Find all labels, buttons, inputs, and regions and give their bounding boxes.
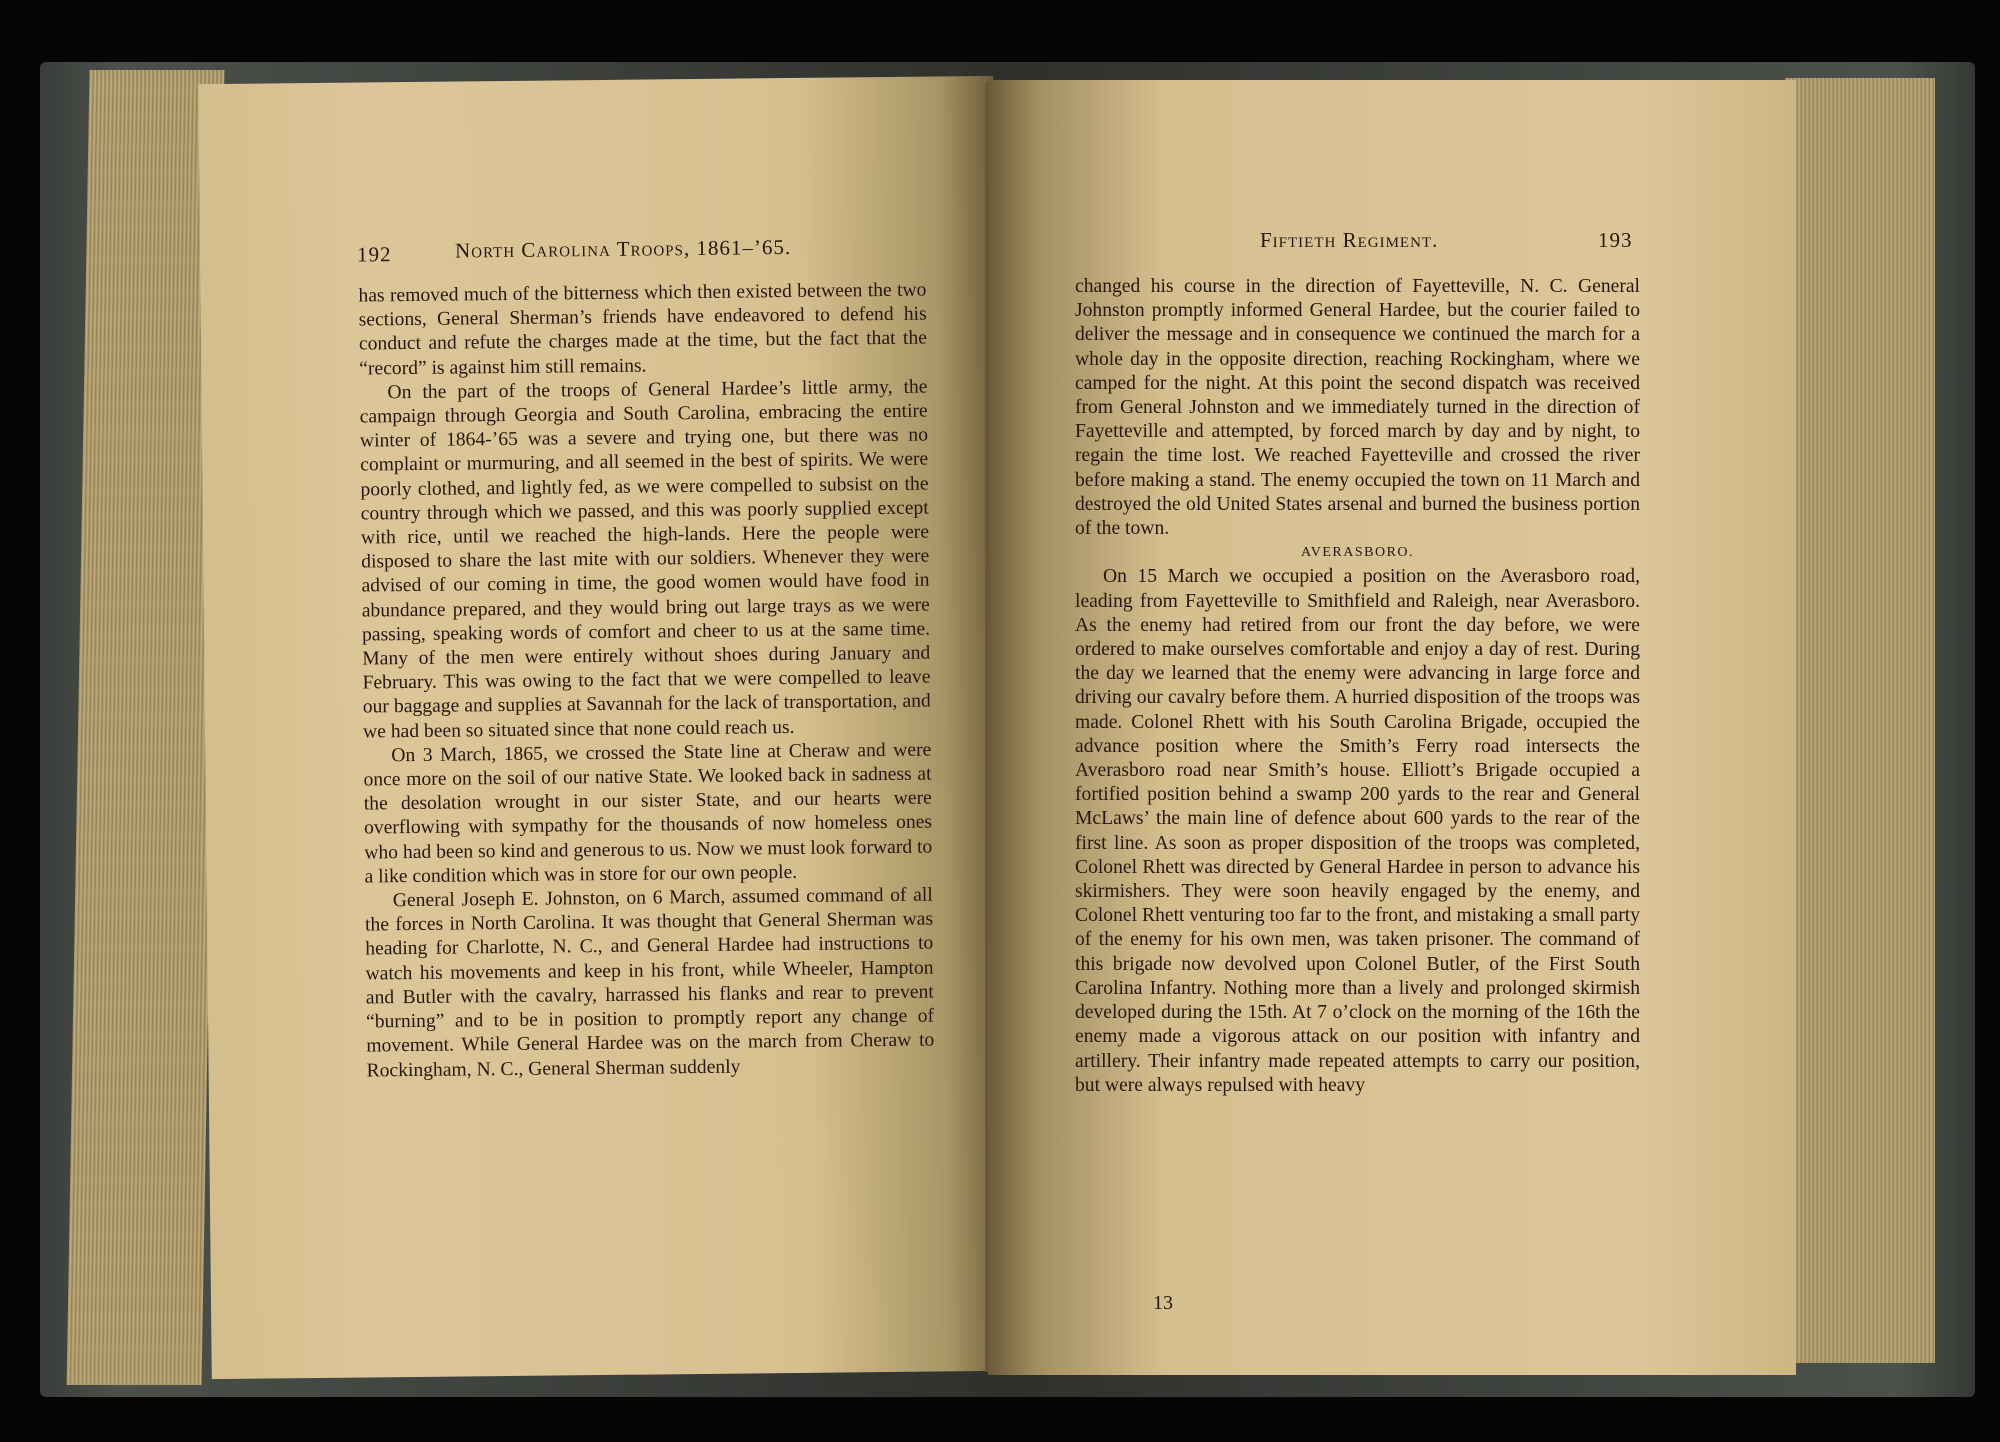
right-page-number: 193 — [1598, 228, 1633, 252]
signature-mark: 13 — [1153, 1292, 1173, 1314]
right-page-text — [1075, 275, 1640, 1098]
paragraph: has removed much of the bitterness which then existed between the two sections, General Sherman’s friends have endeavored to defend his conduct and refute the charges made at the time, but the fact that the “record” is against him still remains. — [358, 279, 928, 380]
left-running-title: North Carolina Troops, 1861–’65. — [454, 234, 792, 263]
paragraph: General Joseph E. Johnston, on 6 March, assumed command of all the forces in North Carolina. It was thought that General Sherman was heading for Charlotte, N. C., and General Hardee had instructions to watch his movements and keep in his front, while Wheeler, Hampton and Butler with the cavalry, harrassed his flanks and rear to prevent “burning” and to be in position to promptly report any change of movement. While General Hardee was on the march from Cheraw to Rockingham, N. C., General Sherman suddenly — [364, 884, 935, 1081]
paragraph: changed his course in the direction of Fayetteville, N. C. General Johnston promptly informed General Hardee, but the courier failed to deliver the message and in consequence we continued the march for a whole day in the opposite direction, reaching Rockingham, where we camped for the night. At this point the second dispatch was received from General Johnston and we immediately turned in the direction of Fayetteville and attempted, by forced march by day and by night, to regain the time lost. We reached Fayetteville and crossed the river before making a stand. The enemy occupied the town on 11 March and destroyed the old United States arsenal and burned the business portion of the town. — [1075, 276, 1640, 540]
paragraph: On 3 March, 1865, we crossed the State line at Cheraw and were once more on the soil of our native State. We looked back in sadness at the desolation wrought in our sister State, and our hearts were overflowing with sympathy for the thousands of now homeless ones who had been so kind and generous to us. Now we must look forward to a like condition which was in store for our own people. — [363, 739, 933, 888]
left-page — [198, 76, 1007, 1379]
paragraph: On 15 March we occupied a position on the Averasboro road, leading from Fayetteville to Smithfield and Raleigh, near Averasboro. As the enemy had retired from our front the day before, we were ordered to make ourselves comfortable and enjoy a day of rest. During the day we learned that the enemy were advancing in large force and driving our cavalry before them. A hurried disposition of the troops was made. Colonel Rhett with his South Carolina Brigade, occupied the advance position where the Smith’s Ferry road intersects the Averasboro road near Smith’s house. Elliott’s Brigade occupied a fortified position behind a swamp 200 yards to the rear and General McLaws’ the main line of defence about 600 yards to the rear of the first line. As soon as proper disposition of the troops was completed, Colonel Rhett was directed by General Hardee in person to advance his skirmishers. They were soon heavily engaged by the enemy, and Colonel Rhett venturing too far to the front, and mistaking a small party of the enemy for his own men, was taken prisoner. The command of this brigade now devolved upon Colonel Butler, of the First South Carolina Infantry. Nothing more than a lively and prolonged skirmish developed during the 15th. At 7 o’clock on the morning of the 16th the enemy made a vigorous attack on our position with infantry and artillery. Their infantry made repeated attempts to carry our position, but were always repulsed with heavy — [1075, 566, 1640, 1096]
page-edges-right — [1785, 78, 1935, 1363]
right-page — [988, 80, 1796, 1375]
right-running-title: Fiftieth Regiment. — [1260, 228, 1439, 252]
paragraph: On the part of the troops of General Hardee’s little army, the campaign through Georgia and South Carolina, embracing the entire winter of 1864-’65 was a severe and trying one, but there was no complaint or murmuring, and all seemed in the best of spirits. We were poorly clothed, and lightly fed, as we were compelled to subsist on the country through which we passed, and this was poorly supplied except with rice, until we reached the high-lands. Here the people were disposed to share the last mite with our soldiers. Whenever they were advised of our coming in time, the good women would have food in abundance prepared, and they would bring out large trays as we were passing, speaking words of comfort and cheer to us at the same time. Many of the men were entirely without shoes during January and February. This was owing to the fact that we were compelled to leave our baggage and supplies at Savannah for the lack of transportation, and we had been so situated since that none could reach us. — [359, 376, 931, 743]
left-page-text — [358, 279, 934, 1084]
section-heading: AVERASBORO. — [1300, 545, 1415, 561]
left-page-number: 192 — [356, 242, 392, 267]
